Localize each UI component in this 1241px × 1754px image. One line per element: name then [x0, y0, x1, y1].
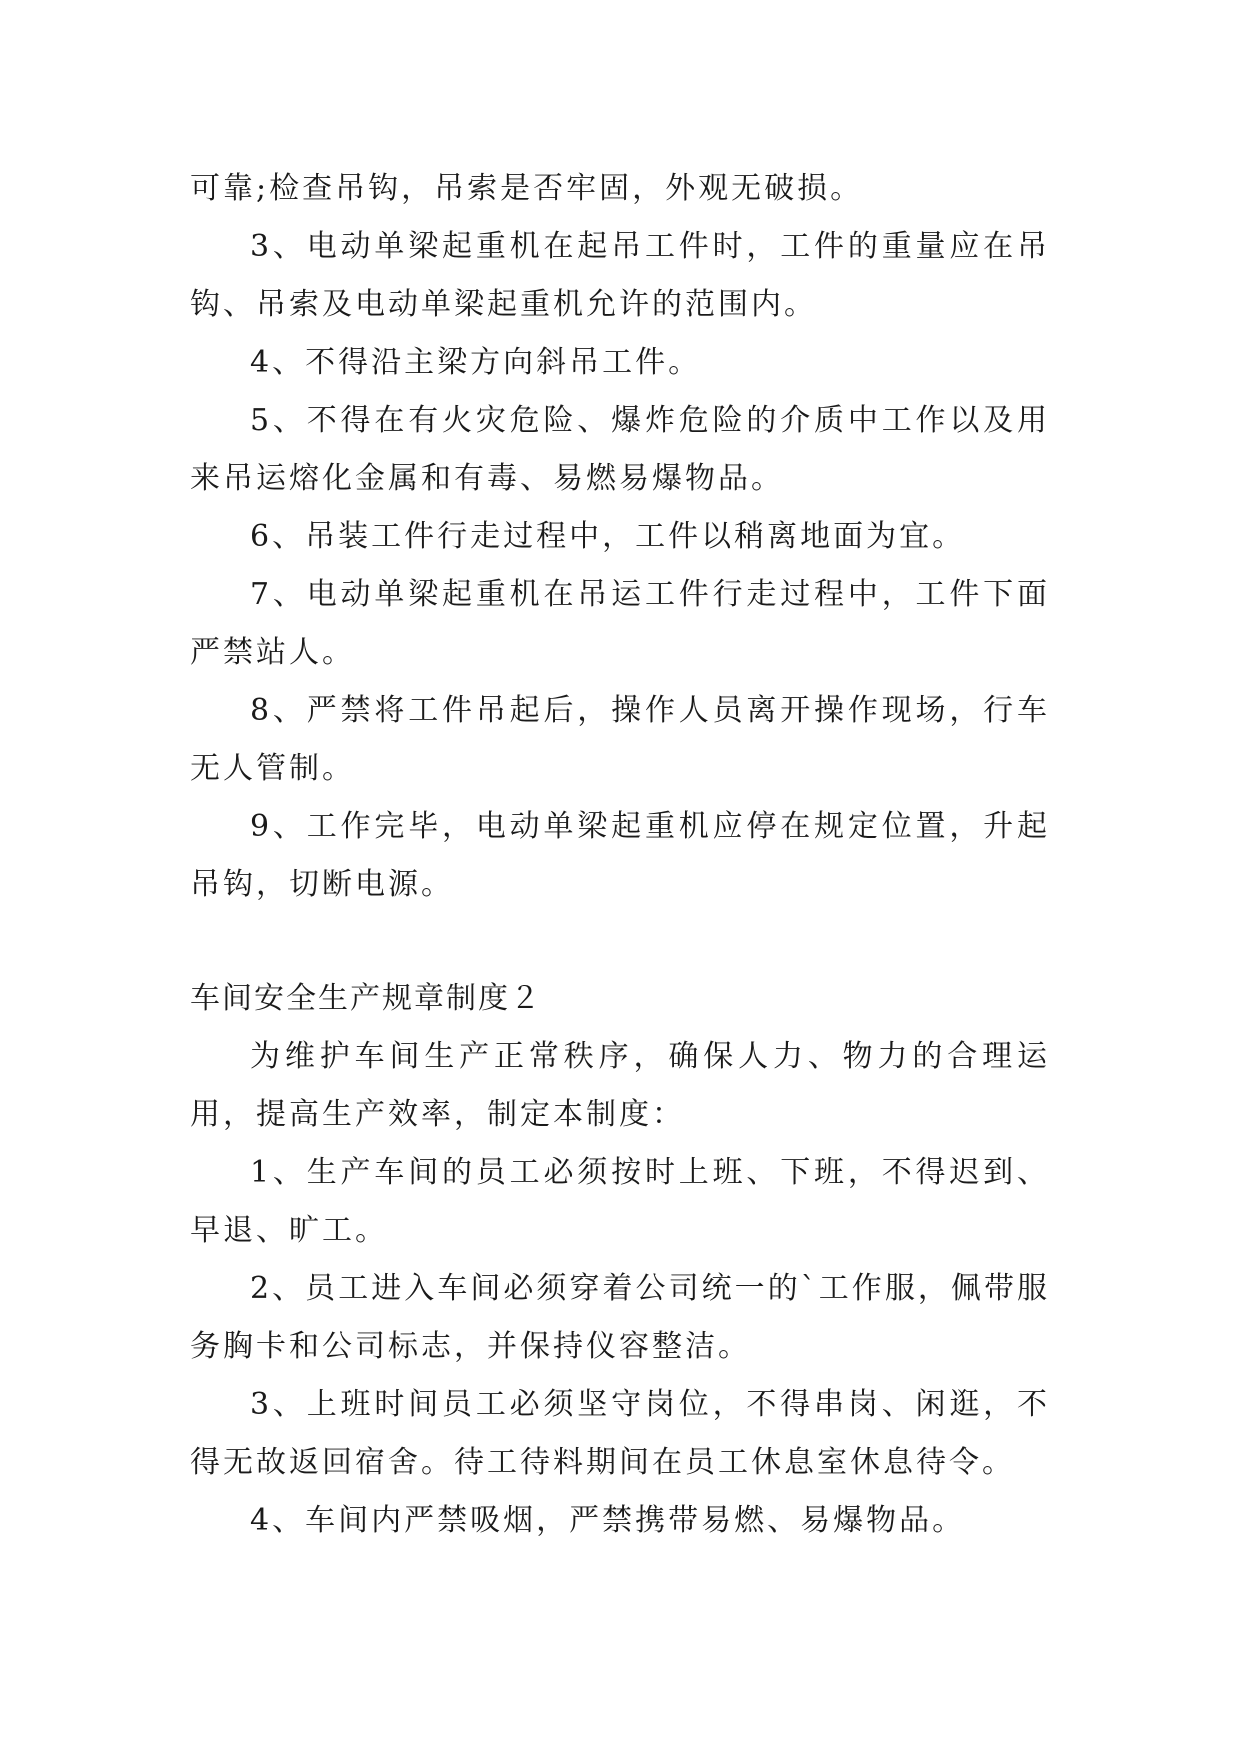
list-item: 4、车间内严禁吸烟，严禁携带易燃、易爆物品。	[250, 1503, 966, 1538]
list-item: 9、工作完毕，电动单梁起重机应停在规定位置，升起吊钩，切断电源。	[190, 809, 1050, 902]
list-item: 2、员工进入车间必须穿着公司统一的`工作服，佩带服务胸卡和公司标志，并保持仪容整洁。	[190, 1271, 1050, 1364]
list-item: 5、不得在有火灾危险、爆炸危险的介质中工作以及用来吊运熔化金属和有毒、易燃易爆物品。	[190, 403, 1050, 496]
list-item: 8、严禁将工件吊起后，操作人员离开操作现场，行车无人管制。	[190, 693, 1050, 786]
section-title: 车间安全生产规章制度２	[190, 981, 542, 1016]
list-item: 1、生产车间的员工必须按时上班、下班，不得迟到、早退、旷工。	[190, 1155, 1050, 1248]
list-item: 6、吊装工件行走过程中，工件以稍离地面为宜。	[250, 519, 966, 554]
continuation-paragraph: 可靠;检查吊钩，吊索是否牢固，外观无破损。	[190, 171, 864, 206]
list-item: 3、电动单梁起重机在起吊工件时，工件的重量应在吊钩、吊索及电动单梁起重机允许的范围内。	[190, 229, 1050, 322]
list-item: 3、上班时间员工必须坚守岗位，不得串岗、闲逛，不得无故返回宿舍。待工待料期间在员工休息室休息待令。	[190, 1387, 1050, 1480]
document-page	[190, 160, 1050, 1550]
list-item: 7、电动单梁起重机在吊运工件行走过程中，工件下面严禁站人。	[190, 577, 1050, 670]
intro-paragraph: 为维护车间生产正常秩序，确保人力、物力的合理运用，提高生产效率，制定本制度：	[190, 1039, 1050, 1132]
list-item: 4、不得沿主梁方向斜吊工件。	[250, 345, 702, 380]
